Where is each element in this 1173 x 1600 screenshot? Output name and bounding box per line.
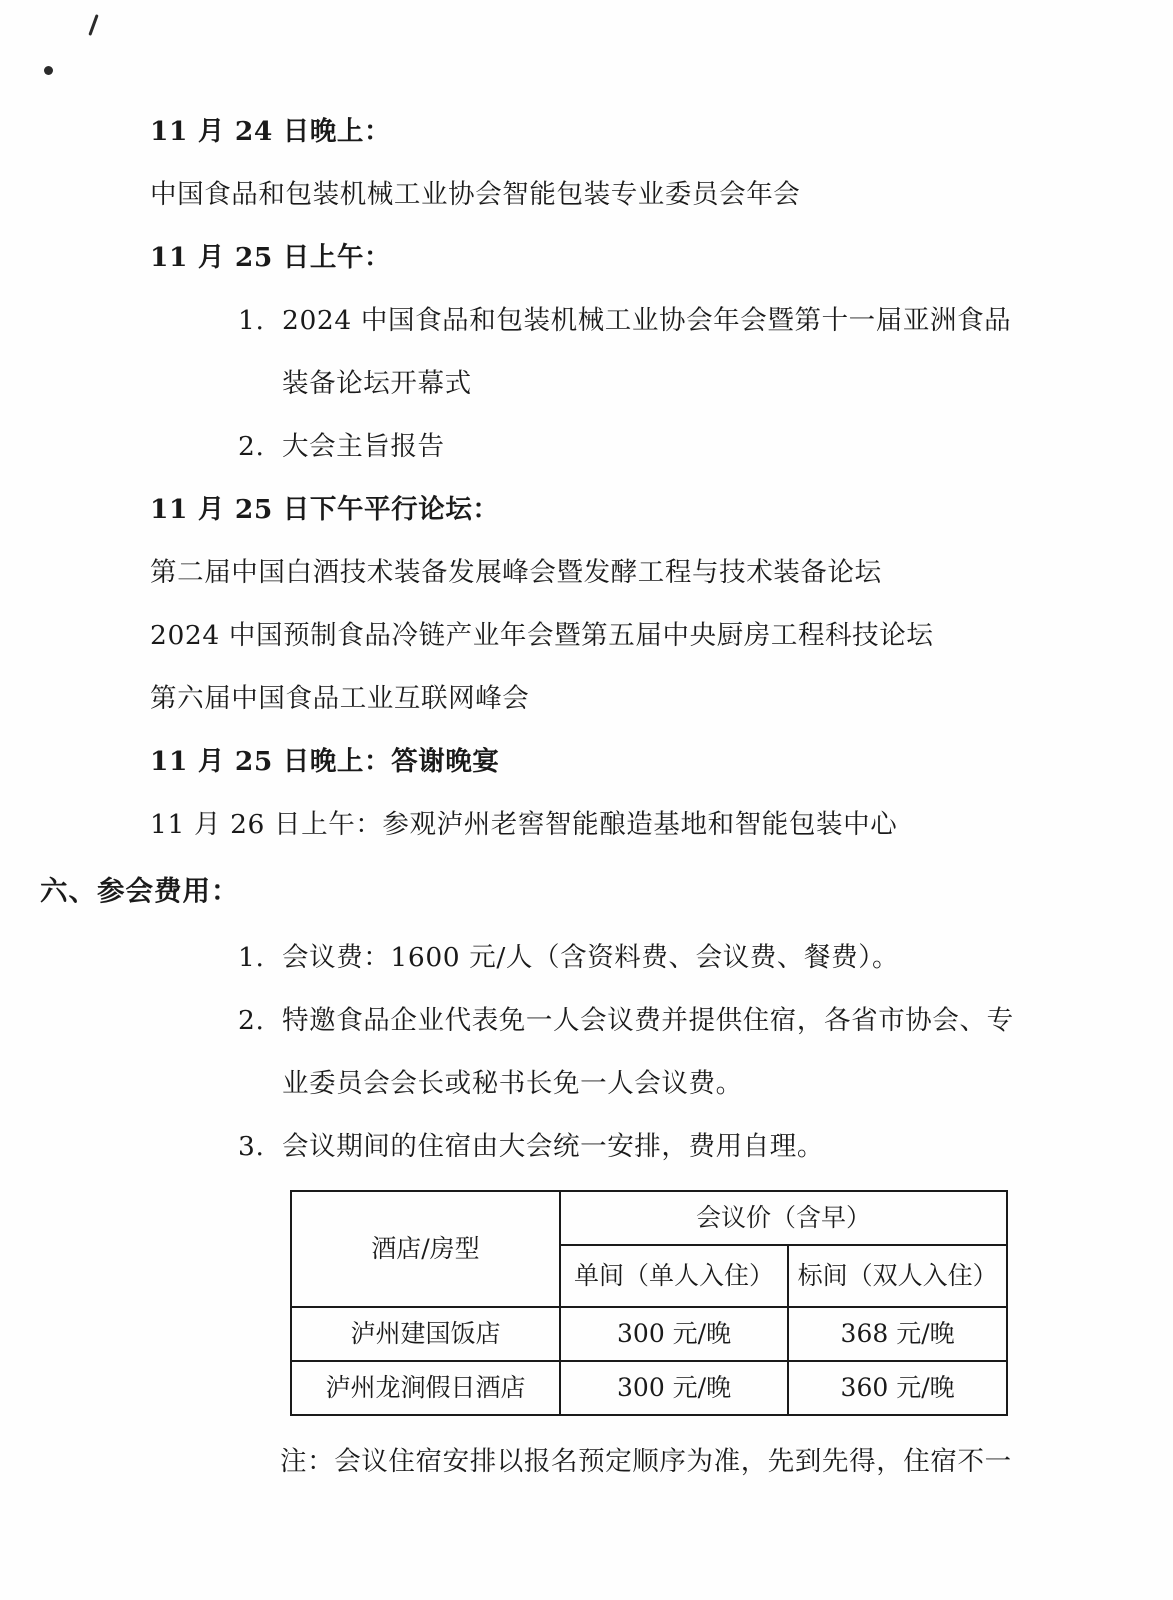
forum-item-3: 第六届中国食品工业互联网峰会 <box>150 683 530 714</box>
list-text-line-2: 业委员会会长或秘书长免一人会议费。 <box>282 1068 743 1099</box>
schedule-day2-morning-list <box>150 289 1023 478</box>
forum-item-1: 第二届中国白酒技术装备发展峰会暨发酵工程与技术装备论坛 <box>150 557 882 588</box>
list-text <box>282 289 1023 415</box>
fees-section-heading <box>0 856 1173 926</box>
list-text-line-1: 大会主旨报告 <box>282 431 445 462</box>
table-header-single: 单间（单人入住） <box>560 1245 788 1307</box>
table-cell-twin-price: 360 元/晚 <box>788 1361 1007 1415</box>
list-text-line-1: 2024 中国食品和包装机械工业协会年会暨第十一届亚洲食品 <box>282 305 1012 336</box>
schedule-day3-morning: 11 月 26 日上午：参观泸州老窖智能酿造基地和智能包装中心 <box>150 809 898 840</box>
fees-section-number: 六、 <box>40 875 97 907</box>
table-cell-hotel-name: 泸州建国饭店 <box>291 1307 560 1361</box>
table-header-twin: 标间（双人入住） <box>788 1245 1007 1307</box>
schedule-day1-heading: 11 月 24 日晚上： <box>150 116 392 147</box>
list-text-line-1: 特邀食品企业代表免一人会议费并提供住宿，各省市协会、专 <box>282 1005 1014 1036</box>
fees-list <box>0 926 1173 1493</box>
list-text <box>282 989 1023 1115</box>
forum-item-2: 2024 中国预制食品冷链产业年会暨第五届中央厨房工程科技论坛 <box>150 620 934 651</box>
schedule-day2-morning-heading: 11 月 25 日上午： <box>150 242 392 273</box>
fees-section-title: 参会费用： <box>97 875 240 907</box>
table-cell-twin-price: 368 元/晚 <box>788 1307 1007 1361</box>
list-item <box>150 415 1023 478</box>
list-marker: 1. <box>238 942 265 973</box>
hotel-note: 注：会议住宿安排以报名预定顺序为准，先到先得，住宿不一 <box>280 1446 1012 1477</box>
list-item <box>150 1115 1023 1178</box>
list-marker: 1. <box>238 305 265 336</box>
table-header-price-group: 会议价（含早） <box>560 1191 1007 1245</box>
hotel-price-table <box>290 1190 1008 1416</box>
table-cell-single-price: 300 元/晚 <box>560 1307 788 1361</box>
list-text <box>282 415 1023 478</box>
table-cell-hotel-name: 泸州龙涧假日酒店 <box>291 1361 560 1415</box>
list-item <box>150 926 1023 989</box>
table-cell-single-price: 300 元/晚 <box>560 1361 788 1415</box>
table-row <box>291 1361 1007 1415</box>
list-marker: 2. <box>238 1005 265 1036</box>
list-text: 会议期间的住宿由大会统一安排，费用自理。 <box>282 1131 824 1162</box>
schedule-day2-afternoon-heading: 11 月 25 日下午平行论坛： <box>150 494 500 525</box>
schedule-day1-item: 中国食品和包装机械工业协会智能包装专业委员会年会 <box>150 179 801 210</box>
list-item <box>150 289 1023 415</box>
table-header-hotel: 酒店/房型 <box>291 1191 560 1307</box>
table-row <box>291 1307 1007 1361</box>
list-marker: 2. <box>238 431 265 462</box>
list-text-line-2: 装备论坛开幕式 <box>282 368 472 399</box>
list-text: 会议费：1600 元/人（含资料费、会议费、餐费）。 <box>282 942 900 973</box>
list-item <box>150 989 1023 1115</box>
list-marker: 3. <box>238 1131 265 1162</box>
table-row <box>291 1191 1007 1245</box>
schedule-day2-evening: 11 月 25 日晚上：答谢晚宴 <box>150 746 500 777</box>
hotel-price-table-wrapper <box>150 1178 1023 1416</box>
